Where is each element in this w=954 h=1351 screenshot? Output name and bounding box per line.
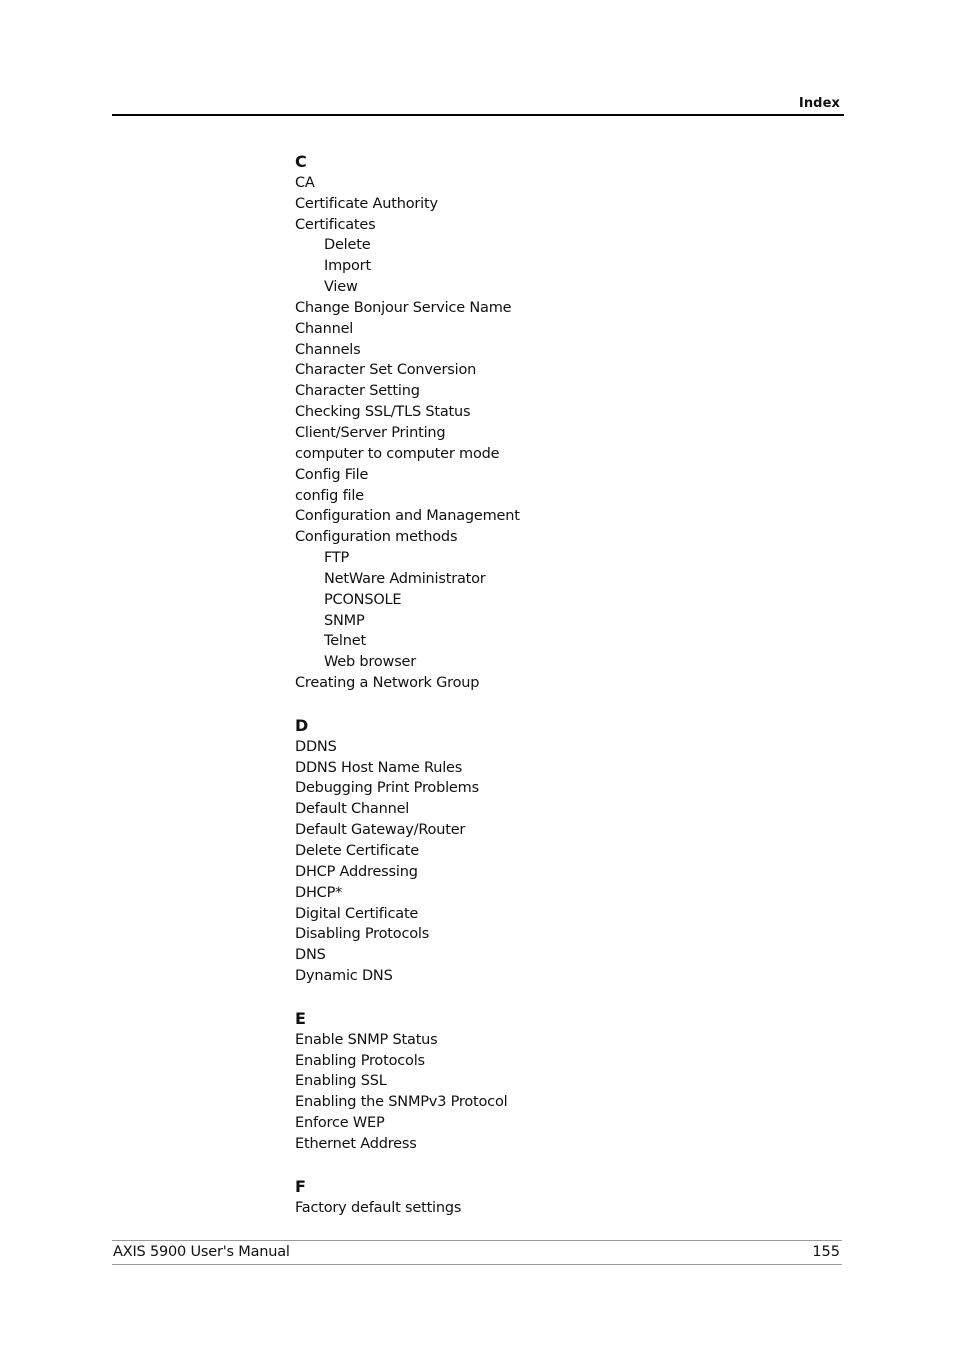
running-header: Index bbox=[798, 96, 840, 111]
section-letter: F bbox=[295, 1176, 306, 1196]
index-subentry: FTP bbox=[324, 550, 350, 567]
index-entry: Delete Certificate bbox=[295, 843, 419, 859]
index-section-c bbox=[295, 152, 815, 694]
index-entry: DHCP* bbox=[295, 884, 343, 901]
index-subentry: PCONSOLE bbox=[324, 591, 402, 608]
index-entry: Client/Server Printing bbox=[295, 424, 446, 441]
index-entry: Creating a Network Group bbox=[295, 675, 480, 692]
index-entry: Character Setting bbox=[295, 383, 420, 400]
index-entry: Digital Certificate bbox=[295, 905, 419, 922]
header-rule bbox=[112, 114, 844, 116]
footer-rule-bottom bbox=[112, 1264, 842, 1265]
index-entry: Dynamic DNS bbox=[295, 968, 393, 985]
index-entry: Default Gateway/Router bbox=[295, 822, 466, 839]
index-subentry: NetWare Administrator bbox=[324, 570, 486, 587]
section-letter: D bbox=[295, 715, 309, 735]
index-entry: Enabling the SNMPv3 Protocol bbox=[295, 1094, 508, 1111]
index-entry: Enabling Protocols bbox=[295, 1052, 425, 1069]
index-list bbox=[295, 152, 815, 1241]
index-subentry: Telnet bbox=[324, 633, 366, 650]
index-entry: CA bbox=[295, 174, 315, 191]
index-entry: Channel bbox=[295, 320, 354, 337]
index-subentry: SNMP bbox=[324, 612, 365, 629]
index-entry: Enabling SSL bbox=[295, 1073, 387, 1090]
index-entry: Debugging Print Problems bbox=[295, 780, 479, 797]
index-entry: computer to computer mode bbox=[295, 445, 500, 462]
index-entry: Checking SSL/TLS Status bbox=[295, 404, 471, 421]
index-section-f bbox=[295, 1177, 815, 1219]
index-subentry: Web browser bbox=[324, 654, 417, 671]
index-subentry: View bbox=[324, 279, 358, 296]
index-subentry: Import bbox=[324, 258, 371, 275]
index-entry: Factory default settings bbox=[295, 1199, 462, 1216]
index-entry: Default Channel bbox=[295, 801, 410, 818]
index-entry: config file bbox=[295, 487, 364, 504]
index-entry: Enable SNMP Status bbox=[295, 1031, 438, 1048]
section-letter: C bbox=[295, 152, 307, 171]
index-entry: DHCP Addressing bbox=[295, 863, 418, 880]
index-entry: DNS bbox=[295, 947, 326, 964]
index-entry: Certificates bbox=[295, 216, 376, 233]
index-entry: DDNS bbox=[295, 738, 337, 755]
index-entry: Ethernet Address bbox=[295, 1135, 417, 1152]
index-entry: Change Bonjour Service Name bbox=[295, 299, 512, 316]
manual-title: AXIS 5900 User's Manual bbox=[113, 1244, 290, 1260]
index-entry: Configuration methods bbox=[295, 529, 458, 546]
index-section-d bbox=[295, 716, 815, 987]
index-entry: Channels bbox=[295, 341, 361, 358]
index-entry: Configuration and Management bbox=[295, 508, 520, 525]
footer-rule-top bbox=[112, 1240, 842, 1241]
section-letter: E bbox=[295, 1008, 306, 1028]
index-entry: Config File bbox=[295, 466, 369, 483]
index-entry: Disabling Protocols bbox=[295, 926, 430, 943]
index-entry: DDNS Host Name Rules bbox=[295, 759, 463, 776]
page-number: 155 bbox=[812, 1244, 840, 1260]
index-section-e bbox=[295, 1009, 815, 1155]
index-subentry: Delete bbox=[324, 237, 371, 254]
index-entry: Character Set Conversion bbox=[295, 362, 477, 379]
index-entry: Enforce WEP bbox=[295, 1115, 385, 1132]
index-entry: Certificate Authority bbox=[295, 195, 438, 212]
